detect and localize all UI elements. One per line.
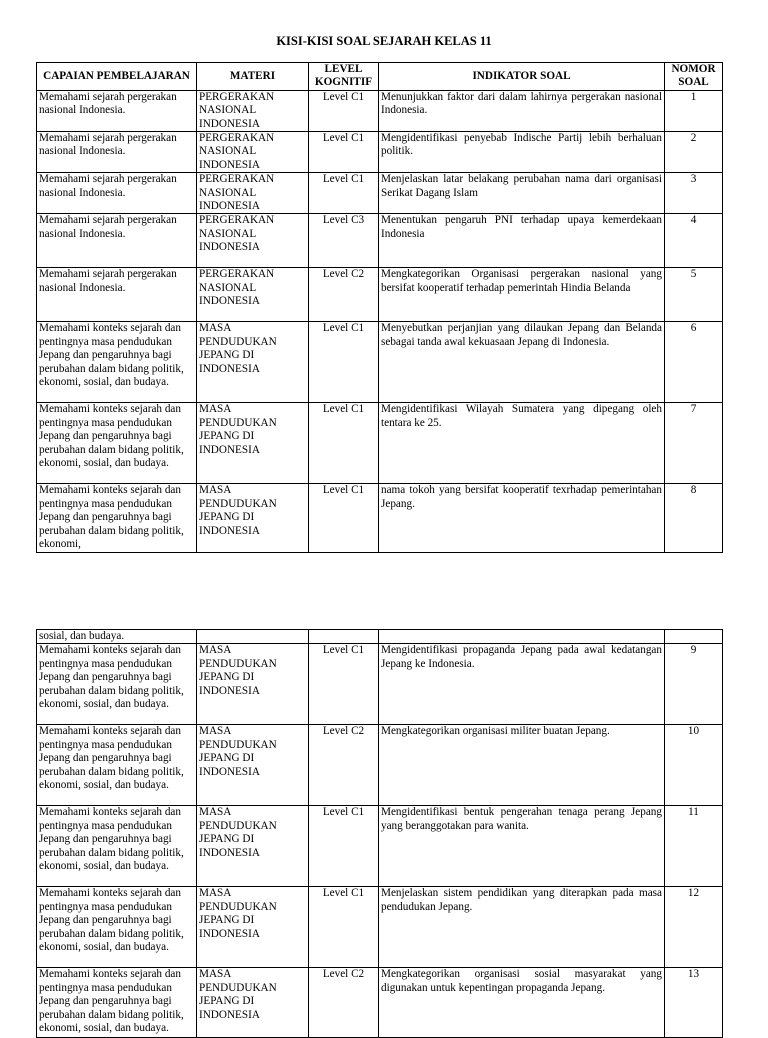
header-indikator: INDIKATOR SOAL [379,63,665,91]
level-cell: Level C1 [309,644,379,725]
document-title: KISI-KISI SOAL SEJARAH KELAS 11 [276,34,492,48]
indikator-cell: Menunjukkan faktor dari dalam lahirnya pergerakan nasional Indonesia. [379,90,665,131]
level-cell: Level C1 [309,403,379,484]
level-cell: Level C1 [309,806,379,887]
capaian-cell: Memahami konteks sejarah dan pentingnya masa pendudukan Jepang dan pengaruhnya bagi perubahan dalam bidang politik, ekonomi, sosial, dan budaya. [37,403,197,484]
capaian-cell: Memahami konteks sejarah dan pentingnya masa pendudukan Jepang dan pengaruhnya bagi perubahan dalam bidang politik, ekonomi, sosial, dan budaya. [37,725,197,806]
capaian-cell: Memahami konteks sejarah dan pentingnya masa pendudukan Jepang dan pengaruhnya bagi perubahan dalam bidang politik, ekonomi, sosial, dan budaya. [37,322,197,403]
level-cell: Level C1 [309,887,379,968]
capaian-cell: Memahami sejarah pergerakan nasional Indonesia. [37,268,197,322]
table-header-row [37,63,723,91]
capaian-cell: Memahami konteks sejarah dan pentingnya masa pendudukan Jepang dan pengaruhnya bagi perubahan dalam bidang politik, ekonomi, sosial, dan budaya. [37,887,197,968]
table-row [37,132,723,173]
indikator-cell: Mengidentifikasi penyebab Indische Partij lebih berhaluan politik. [379,132,665,173]
capaian-cell: Memahami konteks sejarah dan pentingnya masa pendudukan Jepang dan pengaruhnya bagi perubahan dalam bidang politik, ekonomi, sosial, dan budaya. [37,968,197,1038]
nomor-cell: 10 [665,725,723,806]
capaian-cell: Memahami konteks sejarah dan pentingnya masa pendudukan Jepang dan pengaruhnya bagi perubahan dalam bidang politik, ekonomi, sosial, dan budaya. [37,644,197,725]
nomor-cell: 4 [665,214,723,268]
materi-cell: MASA PENDUDUKAN JEPANG DI INDONESIA [197,484,309,552]
materi-cell: MASA PENDUDUKAN JEPANG DI INDONESIA [197,322,309,403]
level-cell: Level C2 [309,725,379,806]
table-row [37,968,723,1038]
empty-cell [665,630,723,644]
nomor-cell: 8 [665,484,723,552]
capaian-cell: Memahami sejarah pergerakan nasional Indonesia. [37,214,197,268]
indikator-cell: nama tokoh yang bersifat kooperatif texrhadap pemerintahan Jepang. [379,484,665,552]
capaian-cell: Memahami konteks sejarah dan pentingnya masa pendudukan Jepang dan pengaruhnya bagi perubahan dalam bidang politik, ekonomi, sosial, dan budaya. [37,806,197,887]
nomor-cell: 7 [665,403,723,484]
header-materi: MATERI [197,63,309,91]
kisi-table-page-1 [36,62,723,553]
materi-cell: MASA PENDUDUKAN JEPANG DI INDONESIA [197,806,309,887]
indikator-cell: Mengkategorikan organisasi sosial masyarakat yang digunakan untuk kepentingan propaganda Jepang. [379,968,665,1038]
indikator-cell: Menjelaskan sistem pendidikan yang diterapkan pada masa pendudukan Jepang. [379,887,665,968]
indikator-cell: Mengkategorikan Organisasi pergerakan nasional yang bersifat kooperatif terhadap pemerintah Hindia Belanda [379,268,665,322]
capaian-cell: Memahami sejarah pergerakan nasional Indonesia. [37,173,197,214]
table-body-page-1 [37,90,723,552]
level-cell: Level C2 [309,968,379,1038]
materi-cell: MASA PENDUDUKAN JEPANG DI INDONESIA [197,968,309,1038]
table-row [37,214,723,268]
nomor-cell: 9 [665,644,723,725]
materi-cell: MASA PENDUDUKAN JEPANG DI INDONESIA [197,403,309,484]
nomor-cell: 1 [665,90,723,131]
indikator-cell: Menjelaskan latar belakang perubahan nama dari organisasi Serikat Dagang Islam [379,173,665,214]
materi-cell: PERGERAKAN NASIONAL INDONESIA [197,268,309,322]
materi-cell: PERGERAKAN NASIONAL INDONESIA [197,173,309,214]
indikator-cell: Mengidentifikasi Wilayah Sumatera yang dipegang oleh tentara ke 25. [379,403,665,484]
kisi-table-page-2 [36,629,723,1038]
indikator-cell: Mengidentifikasi propaganda Jepang pada awal kedatangan Jepang ke Indonesia. [379,644,665,725]
empty-cell [197,630,309,644]
nomor-cell: 12 [665,887,723,968]
level-cell: Level C2 [309,268,379,322]
table-row [37,403,723,484]
table-row [37,173,723,214]
nomor-cell: 3 [665,173,723,214]
materi-cell: MASA PENDUDUKAN JEPANG DI INDONESIA [197,725,309,806]
empty-cell [379,630,665,644]
materi-cell: MASA PENDUDUKAN JEPANG DI INDONESIA [197,887,309,968]
nomor-cell: 6 [665,322,723,403]
continuation-row [37,630,723,644]
continuation-cell: sosial, dan budaya. [37,630,197,644]
nomor-cell: 2 [665,132,723,173]
table-row [37,322,723,403]
level-cell: Level C1 [309,90,379,131]
table-row [37,268,723,322]
table-body-page-2 [37,630,723,1038]
level-cell: Level C1 [309,322,379,403]
empty-cell [309,630,379,644]
level-cell: Level C1 [309,173,379,214]
materi-cell: PERGERAKAN NASIONAL INDONESIA [197,214,309,268]
nomor-cell: 5 [665,268,723,322]
table-row [37,90,723,131]
materi-cell: MASA PENDUDUKAN JEPANG DI INDONESIA [197,644,309,725]
header-level: LEVEL KOGNITIF [309,63,379,91]
indikator-cell: Menentukan pengaruh PNI terhadap upaya kemerdekaan Indonesia [379,214,665,268]
indikator-cell: Menyebutkan perjanjian yang dilaukan Jepang dan Belanda sebagai tanda awal kekuasaan Jepang di Indonesia. [379,322,665,403]
materi-cell: PERGERAKAN NASIONAL INDONESIA [197,132,309,173]
indikator-cell: Mengidentifikasi bentuk pengerahan tenaga perang Jepang yang beranggotakan para wanita. [379,806,665,887]
capaian-cell: Memahami sejarah pergerakan nasional Indonesia. [37,90,197,131]
table-row [37,887,723,968]
level-cell: Level C1 [309,132,379,173]
capaian-cell: Memahami sejarah pergerakan nasional Indonesia. [37,132,197,173]
nomor-cell: 13 [665,968,723,1038]
level-cell: Level C1 [309,484,379,552]
table-row [37,806,723,887]
indikator-cell: Mengkategorikan organisasi militer buatan Jepang. [379,725,665,806]
nomor-cell: 11 [665,806,723,887]
materi-cell: PERGERAKAN NASIONAL INDONESIA [197,90,309,131]
table-row [37,725,723,806]
header-capaian: CAPAIAN PEMBELAJARAN [37,63,197,91]
capaian-cell: Memahami konteks sejarah dan pentingnya masa pendudukan Jepang dan pengaruhnya bagi perubahan dalam bidang politik, ekonomi, [37,484,197,552]
level-cell: Level C3 [309,214,379,268]
table-row [37,644,723,725]
table-row [37,484,723,552]
header-nomor: NOMOR SOAL [665,63,723,91]
